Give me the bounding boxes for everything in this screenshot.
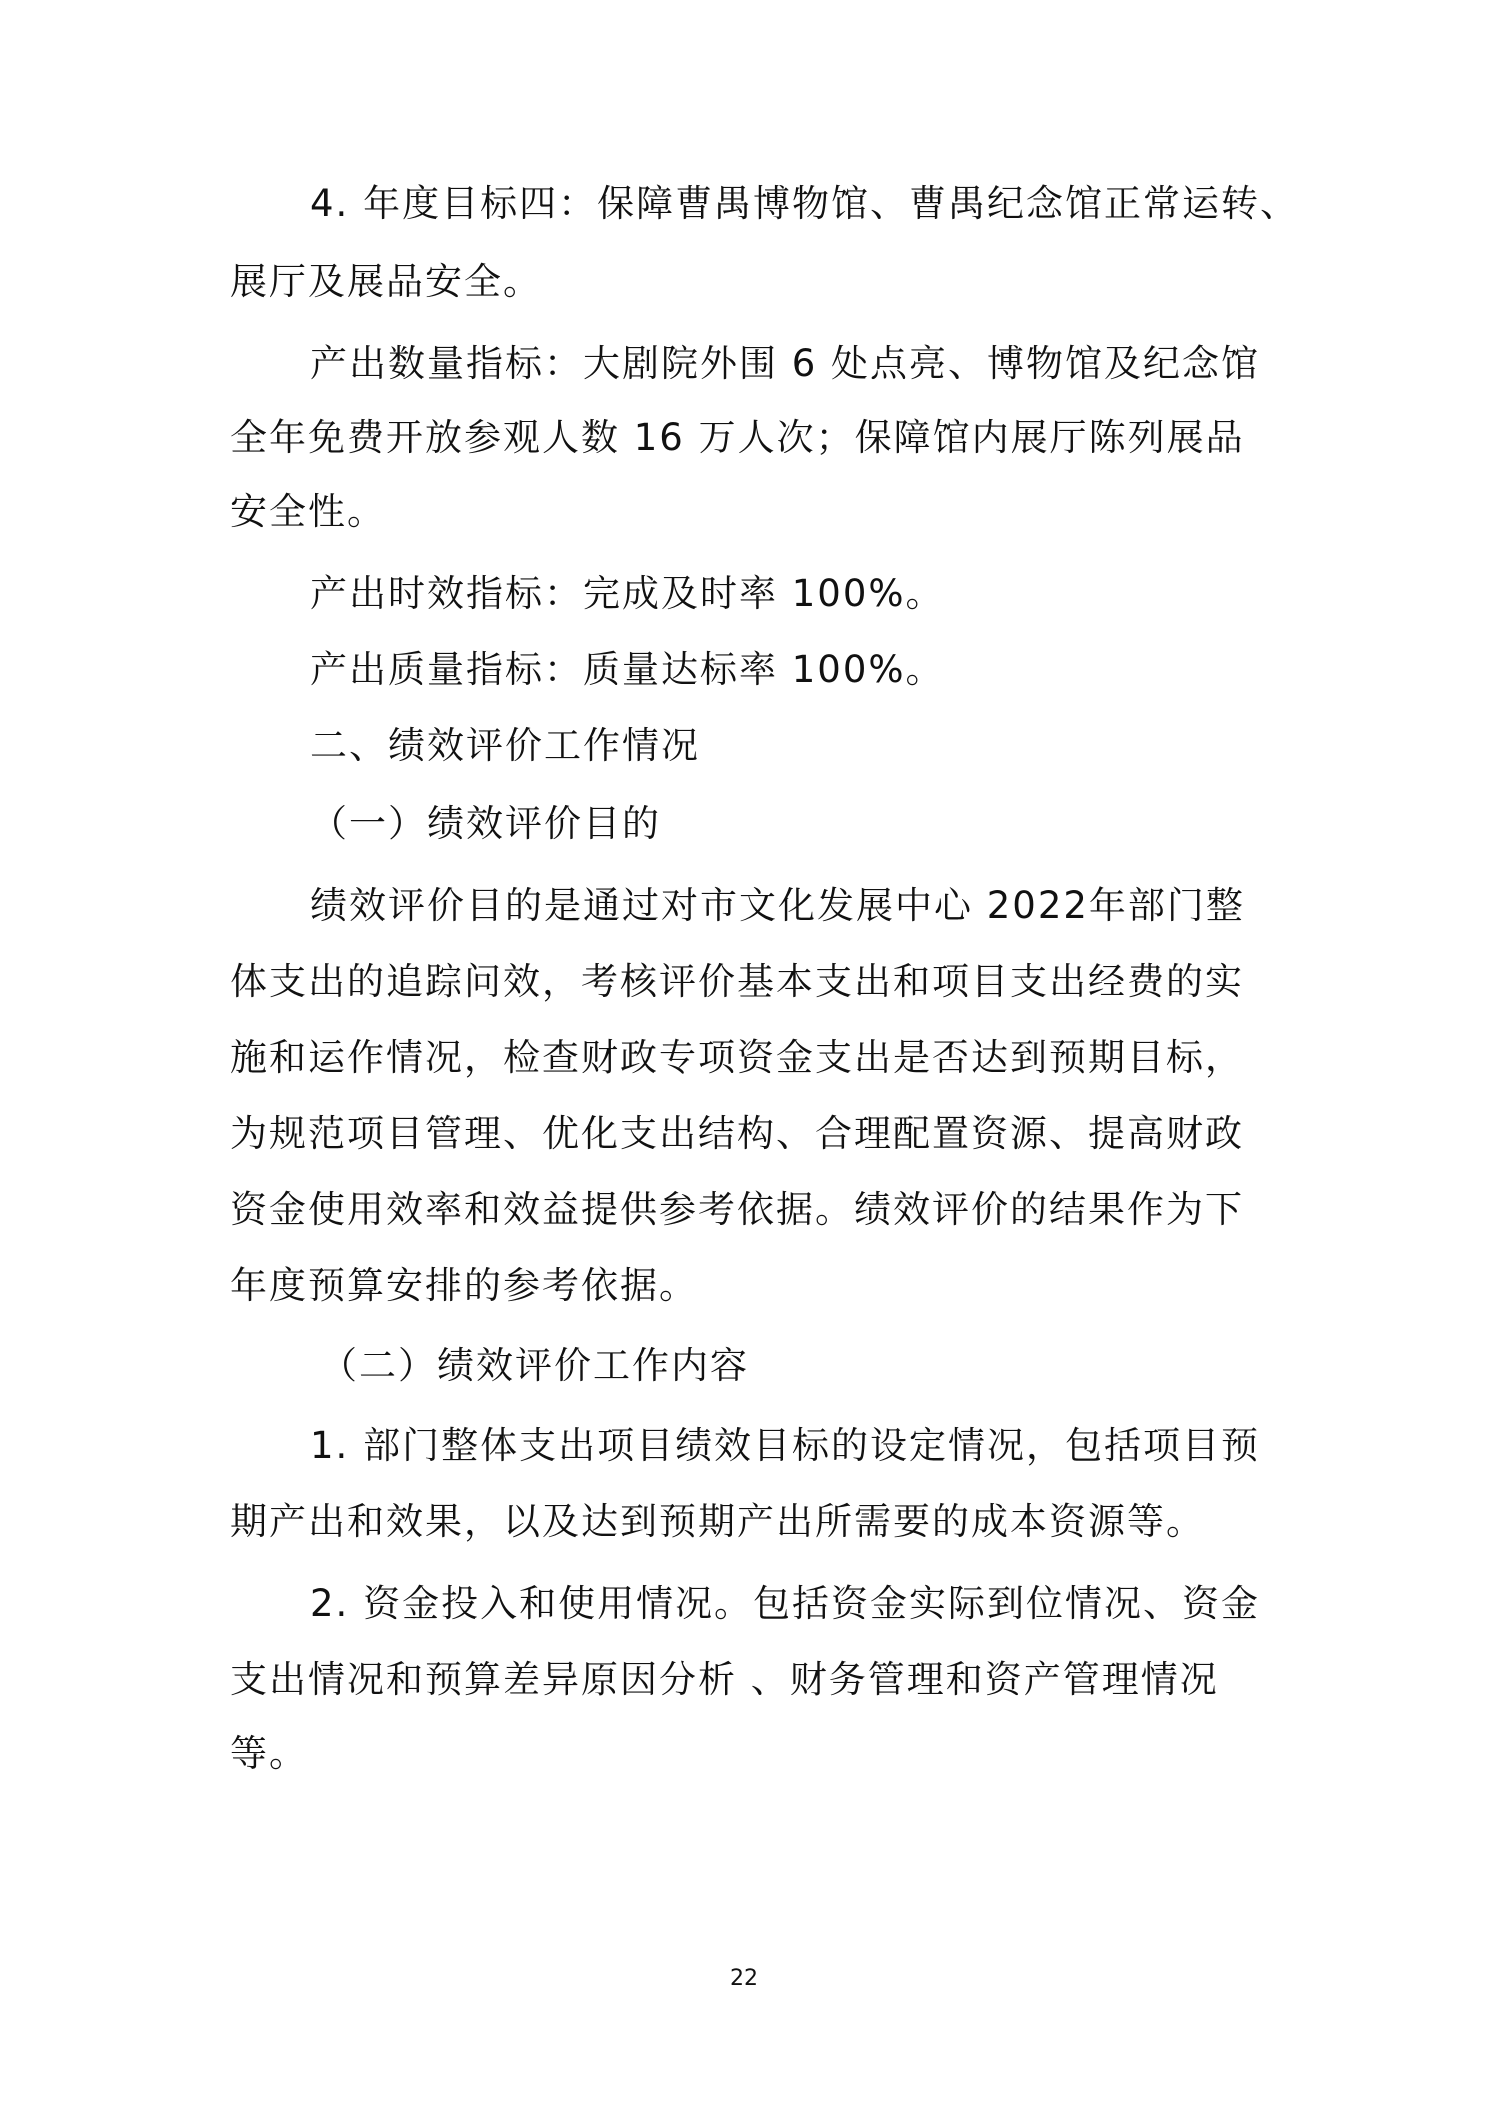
goal-four-line-1: 4. 年度目标四：保障曹禺博物馆、曹禺纪念馆正常运转、 bbox=[310, 182, 1300, 225]
purpose-paragraph-line-3: 施和运作情况，检查财政专项资金支出是否达到预期目标， bbox=[230, 1036, 1244, 1079]
purpose-paragraph-line-1: 绩效评价目的是通过对市文化发展中心 2022年部门整 bbox=[310, 884, 1245, 927]
output-quality-line: 产出质量指标：质量达标率 100%。 bbox=[310, 648, 945, 691]
subsection-heading-2: （二）绩效评价工作内容 bbox=[320, 1344, 749, 1387]
purpose-paragraph-line-2: 体支出的追踪问效，考核评价基本支出和项目支出经费的实 bbox=[230, 960, 1244, 1003]
subsection-heading-1: （一）绩效评价目的 bbox=[310, 802, 661, 845]
content-item-2-line-2: 支出情况和预算差异原因分析 、财务管理和资产管理情况 bbox=[230, 1658, 1219, 1701]
output-quantity-line-2: 全年免费开放参观人数 16 万人次；保障馆内展厅陈列展品 bbox=[230, 416, 1245, 459]
section-heading-2: 二、绩效评价工作情况 bbox=[310, 724, 700, 767]
output-quantity-line-3: 安全性。 bbox=[230, 490, 386, 533]
output-timeliness-line: 产出时效指标：完成及时率 100%。 bbox=[310, 572, 945, 615]
content-item-1-line-2: 期产出和效果，以及达到预期产出所需要的成本资源等。 bbox=[230, 1500, 1205, 1543]
goal-four-line-2: 展厅及展品安全。 bbox=[230, 260, 542, 303]
content-item-1-line-1: 1. 部门整体支出项目绩效目标的设定情况，包括项目预 bbox=[310, 1424, 1261, 1467]
page-number: 22 bbox=[730, 1966, 758, 1991]
purpose-paragraph-line-4: 为规范项目管理、优化支出结构、合理配置资源、提高财政 bbox=[230, 1112, 1244, 1155]
purpose-paragraph-line-5: 资金使用效率和效益提供参考依据。绩效评价的结果作为下 bbox=[230, 1188, 1244, 1231]
content-item-2-line-3: 等。 bbox=[230, 1732, 308, 1775]
output-quantity-line-1: 产出数量指标：大剧院外围 6 处点亮、博物馆及纪念馆 bbox=[310, 342, 1261, 385]
purpose-paragraph-line-6: 年度预算安排的参考依据。 bbox=[230, 1264, 698, 1307]
content-item-2-line-1: 2. 资金投入和使用情况。包括资金实际到位情况、资金 bbox=[310, 1582, 1261, 1625]
